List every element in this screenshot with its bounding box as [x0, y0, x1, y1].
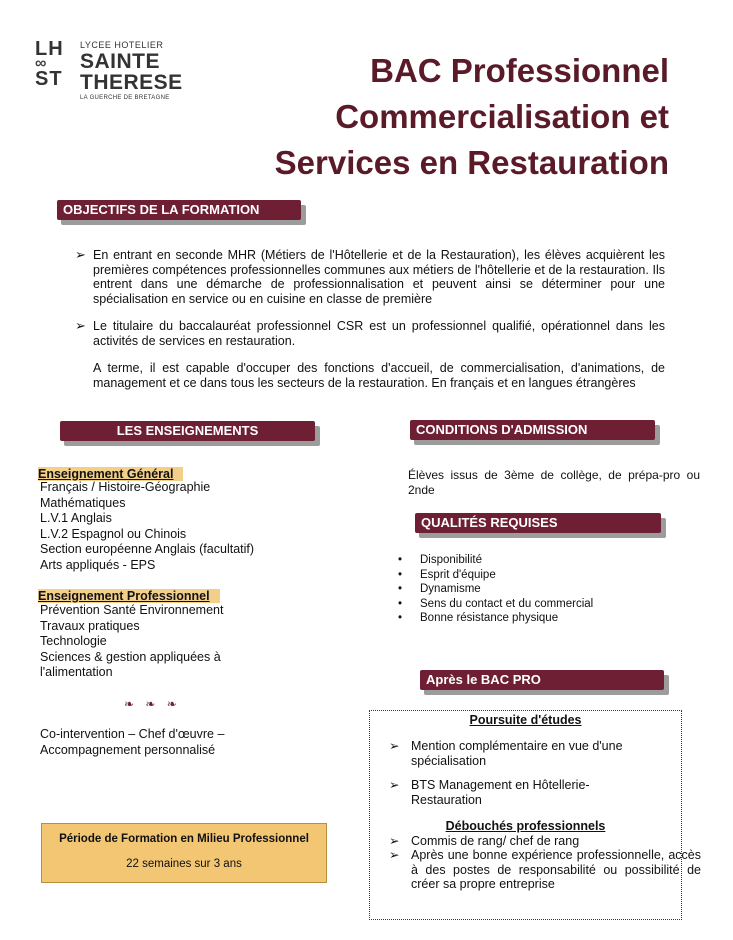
general-item: Français / Histoire-Géographie	[40, 480, 211, 494]
objectifs-paragraph-3: A terme, il est capable d'occuper des fonctions d'accueil, de commercialisation, d'animations, de management et ce dans tous les secteurs de la restauration. En français et en langues étrangères	[93, 361, 665, 390]
debouche-item: ➢ Commis de rang/ chef de rang	[389, 834, 580, 848]
debouches-heading: Débouchés professionnels	[445, 819, 606, 833]
pro-item: Travaux pratiques	[40, 618, 140, 633]
pfmp-value: 22 semaines sur 3 ans	[126, 858, 242, 870]
debouche-item: ➢ Après une bonne expérience professionnelle, accès à des postes de responsabilité ou possibilité de créer sa propre entreprise	[389, 848, 701, 891]
qualite-item: • Bonne résistance physique	[398, 611, 698, 626]
enseignements-banner	[60, 421, 315, 441]
general-heading: Enseignement Général	[38, 467, 183, 481]
logo-mark-top: LH	[35, 38, 64, 60]
title-line1: BAC Professionnel	[370, 52, 669, 89]
objectifs-heading: OBJECTIFS DE LA FORMATION	[57, 200, 301, 220]
arrow-icon: ➢	[389, 778, 400, 792]
qualite-item: • Esprit d'équipe	[398, 568, 698, 583]
apres-banner	[420, 670, 664, 690]
objectifs-banner	[57, 200, 301, 220]
pfmp-box	[41, 823, 327, 883]
poursuite-item: ➢ Mention complémentaire en vue d'une spécialisation	[389, 739, 623, 768]
general-item: L.V.2 Espagnol ou Chinois	[40, 526, 187, 541]
title-line3: Services en Restauration	[274, 144, 669, 181]
arrow-icon: ➢	[75, 318, 86, 333]
arrow-icon: ➢	[389, 834, 400, 848]
poursuite-item: ➢ BTS Management en Hôtellerie-Restauration	[389, 778, 590, 807]
page-title	[149, 48, 669, 186]
cointervention-text: Co-intervention – Chef d'œuvre – Accompagnement personnalisé	[40, 727, 225, 757]
enseignements-heading: LES ENSEIGNEMENTS	[60, 421, 315, 441]
general-item: Arts appliqués - EPS	[40, 557, 156, 572]
objectifs-paragraph-2: ➢ Le titulaire du baccalauréat professionnel CSR est un professionnel qualifié, opérationnel dans les activités de services en restauration.	[75, 318, 665, 348]
fleuron-ornament-icon: ❧ ❧ ❧	[124, 697, 181, 711]
pro-heading: Enseignement Professionnel	[38, 589, 220, 603]
title-line2: Commercialisation et	[335, 98, 669, 135]
infinity-icon: ∞	[35, 55, 48, 72]
logo-line3: THERESE	[80, 71, 183, 94]
qualite-item: • Dynamisme	[398, 582, 698, 597]
objectifs-paragraph-1: ➢ En entrant en seconde MHR (Métiers de l'Hôtellerie et de la Restauration), les élèves acquièrent les premières compétences professionnelles communes aux métiers de l'hôtellerie et de la restauration. Ils entrent dans une démarche de professionnalisation et peuvent ainsi se déterminer pour une spécialisation en service ou en cuisine en classe de première	[75, 247, 665, 306]
qualite-item: • Disponibilité	[398, 553, 698, 568]
admission-text: Élèves issus de 3ème de collège, de prépa-pro ou 2nde	[408, 468, 700, 497]
pro-list	[40, 603, 255, 681]
general-item: Mathématiques	[40, 495, 126, 510]
general-item: Section européenne Anglais (facultatif)	[40, 542, 255, 556]
qualites-list	[398, 553, 698, 626]
general-list	[40, 480, 300, 573]
qualite-item: • Sens du contact et du commercial	[398, 597, 698, 612]
apres-heading: Après le BAC PRO	[420, 670, 664, 690]
admission-heading: CONDITIONS D'ADMISSION	[410, 420, 655, 440]
logo-mark-bottom: ST	[35, 68, 63, 90]
admission-banner	[410, 420, 655, 440]
qualites-heading: QUALITÉS REQUISES	[415, 513, 661, 533]
apres-box	[369, 710, 701, 920]
general-item: L.V.1 Anglais	[40, 511, 112, 525]
logo-line1: LYCEE HOTELIER	[80, 40, 164, 50]
poursuite-heading: Poursuite d'études	[469, 713, 582, 727]
pro-item: Sciences & gestion appliquées à l'alimentation	[40, 649, 221, 679]
school-logo-mark	[35, 40, 71, 88]
logo-line2: SAINTE	[80, 50, 161, 73]
pro-item: Technologie	[40, 634, 107, 648]
arrow-icon: ➢	[389, 848, 400, 862]
pfmp-title: Période de Formation en Milieu Professionnel	[59, 833, 309, 845]
arrow-icon: ➢	[389, 739, 400, 753]
qualites-banner	[415, 513, 661, 533]
pro-item: Prévention Santé Environnement	[40, 603, 224, 617]
arrow-icon: ➢	[75, 247, 86, 262]
logo-location: LA GUERCHE DE BRETAGNE	[80, 95, 170, 101]
